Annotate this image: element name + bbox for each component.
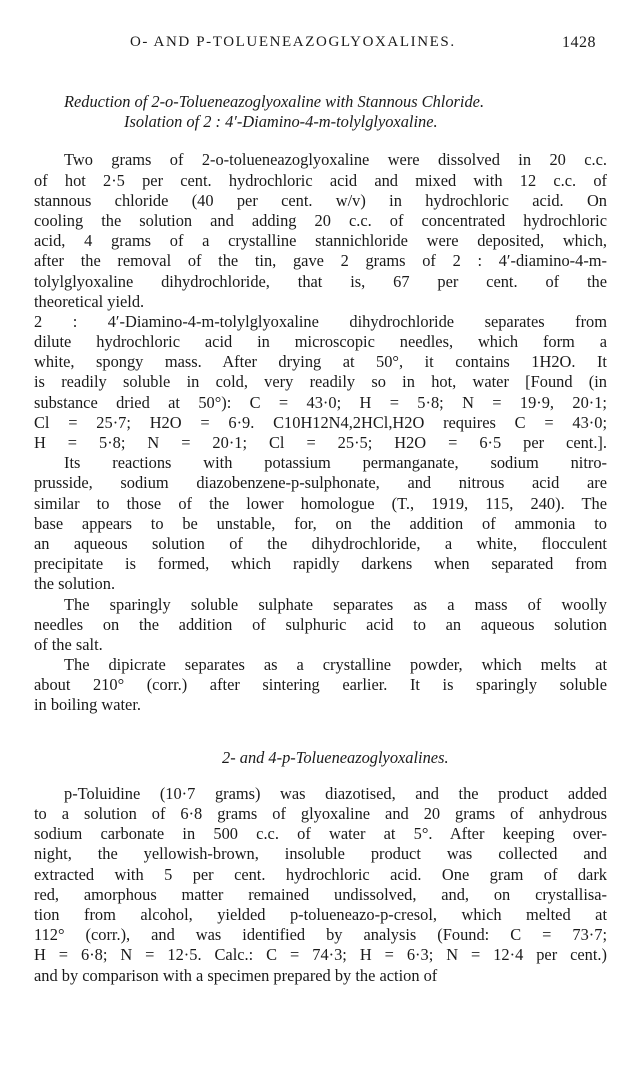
text-line: similar to those of the lower homologue (T., 1919, 115, 240). The xyxy=(34,493,607,513)
text-line: cooling the solution and adding 20 c.c. of concentrated hydrochloric xyxy=(34,210,607,230)
text-line: tion from alcohol, yielded p-tolueneazo-p-cresol, which melted at xyxy=(34,904,607,924)
text-line: sodium carbonate in 500 c.c. of water at 5°. After keeping over- xyxy=(34,824,607,844)
text-line: dilute hydrochloric acid in microscopic needles, which form a xyxy=(34,332,607,352)
text-line: Its reactions with potassium permanganate, sodium nitro- xyxy=(64,453,607,473)
text-line: 2 : 4′-Diamino-4-m-tolylglyoxaline dihydrochloride separates from xyxy=(34,311,607,331)
text-line: needles on the addition of sulphuric acid to an aqueous solution xyxy=(34,614,607,634)
section-heading-line: Reduction of 2-o-Tolueneazoglyoxaline with Stannous Chloride. xyxy=(64,92,485,111)
text-line: theoretical yield. xyxy=(34,291,145,311)
text-line: H = 6·8; N = 12·5. Calc.: C = 74·3; H = 6·3; N = 12·4 per cent.) xyxy=(34,945,607,965)
text-line: an aqueous solution of the dihydrochloride, a white, flocculent xyxy=(34,533,607,553)
text-line: to a solution of 6·8 grams of glyoxaline and 20 grams of anhydrous xyxy=(34,804,607,823)
text-line: white, spongy mass. After drying at 50°, it contains 1H2O. It xyxy=(34,352,607,372)
section-heading-line: Isolation of 2 : 4′-Diamino-4-m-tolylglyoxaline. xyxy=(124,112,438,132)
text-line: tolylglyoxaline dihydrochloride, that is, 67 per cent. of the xyxy=(34,271,607,291)
text-line: H = 5·8; N = 20·1; Cl = 25·5; H2O = 6·5 per cent.]. xyxy=(34,433,607,452)
article-body xyxy=(34,92,607,986)
text-line: the solution. xyxy=(34,574,116,594)
text-line: The sparingly soluble sulphate separates as a mass of woolly xyxy=(64,594,607,614)
text-line: of the salt. xyxy=(34,634,103,654)
text-line: 112° (corr.), and was identified by analysis (Found: C = 73·7; xyxy=(34,925,607,945)
text-line: prusside, sodium diazobenzene-p-sulphonate, and nitrous acid are xyxy=(34,473,607,493)
spacer xyxy=(34,132,607,150)
text-line: after the removal of the tin, gave 2 grams of 2 : 4′-diamino-4-m- xyxy=(34,251,607,271)
page-number: 1428 xyxy=(562,34,596,51)
text-line: in boiling water. xyxy=(34,695,141,715)
text-line: The dipicrate separates as a crystalline powder, which melts at xyxy=(64,655,607,675)
text-line: is readily soluble in cold, very readily so in hot, water [Found (in xyxy=(34,372,607,392)
text-line: precipitate is formed, which rapidly darkens when separated from xyxy=(34,554,607,574)
text-line: of hot 2·5 per cent. hydrochloric acid and mixed with 12 c.c. of xyxy=(34,170,607,190)
text-line: extracted with 5 per cent. hydrochloric acid. One gram of dark xyxy=(34,864,607,884)
spacer xyxy=(34,716,607,748)
running-title: O- AND P-TOLUENEAZOGLYOXALINES. xyxy=(130,34,456,50)
text-line: p-Toluidine (10·7 grams) was diazotised, and the product added xyxy=(64,783,607,803)
text-line: red, amorphous matter remained undissolved, and, on crystallisa- xyxy=(34,884,607,904)
text-line: Cl = 25·7; H2O = 6·9. C10H12N4,2HCl,H2O requires C = 43·0; xyxy=(34,412,607,432)
text-line: substance dried at 50°): C = 43·0; H = 5·8; N = 19·9, 20·1; xyxy=(34,392,607,412)
text-line: and by comparison with a specimen prepared by the action of xyxy=(34,965,438,985)
page-header xyxy=(0,34,640,54)
text-line: about 210° (corr.) after sintering earlier. It is sparingly soluble xyxy=(34,675,607,695)
section-heading-line: 2- and 4-p-Tolueneazoglyoxalines. xyxy=(222,747,449,767)
text-line: stannous chloride (40 per cent. w/v) in hydrochloric acid. On xyxy=(34,190,607,210)
text-line: Two grams of 2-o-tolueneazoglyoxaline were dissolved in 20 c.c. xyxy=(64,150,607,170)
text-line: acid, 4 grams of a crystalline stannichloride were deposited, which, xyxy=(34,231,607,251)
text-line: base appears to be unstable, for, on the addition of ammonia to xyxy=(34,513,607,533)
spacer xyxy=(34,768,607,784)
text-line: night, the yellowish-brown, insoluble product was collected and xyxy=(34,844,607,864)
